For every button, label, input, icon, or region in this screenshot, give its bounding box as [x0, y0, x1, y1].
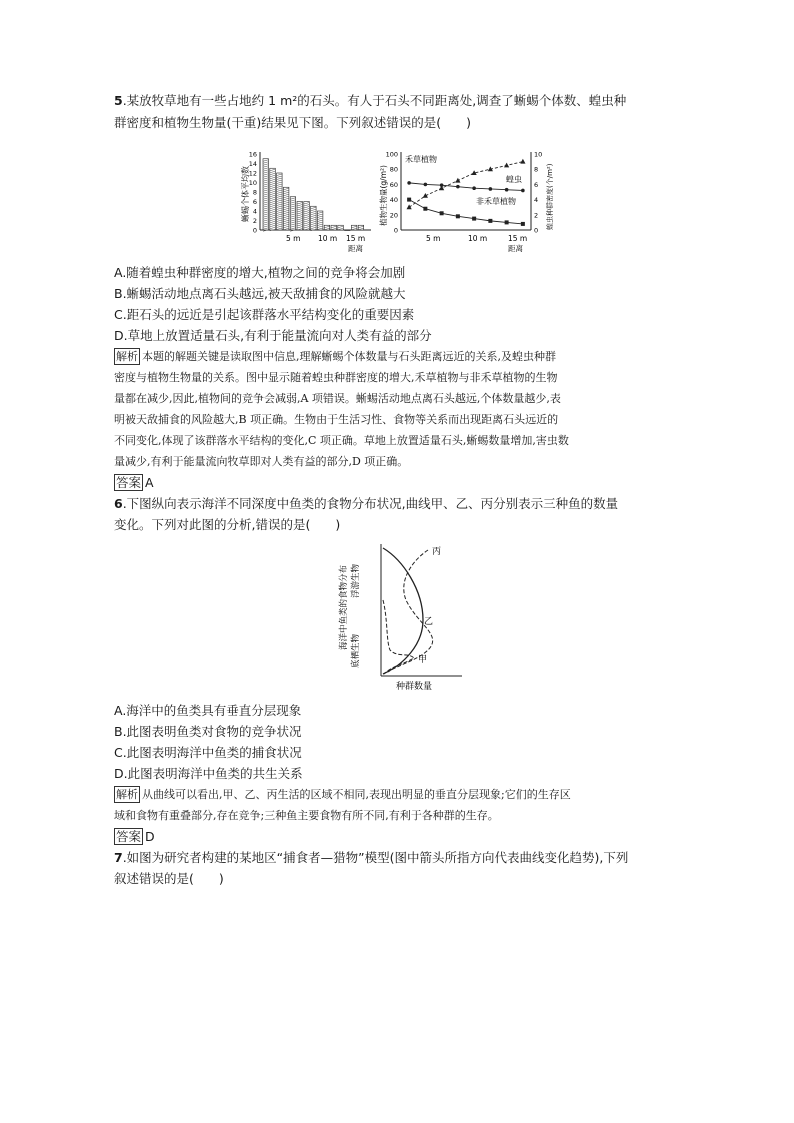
q5-label-nongrass: 非禾草植物: [476, 197, 516, 206]
q5-left-ytick: 8: [252, 188, 257, 197]
q5-left-ytick: 0: [252, 226, 257, 235]
q5-analysis-line2: 密度与植物生物量的关系。图中显示随着蝗虫种群密度的增大,禾草植物与非禾草植物的生物: [114, 371, 558, 384]
q5-left-ytick: 16: [248, 150, 257, 159]
q6-answer-value: D: [145, 829, 155, 844]
q5-left-ytick: 2: [252, 217, 257, 225]
q7-stem-line1: [114, 849, 628, 867]
q5-option-b: B.蜥蜴活动地点离石头越远,被天敌捕食的风险就越大: [114, 286, 406, 301]
q5-analysis-text1: 本题的解题关键是读取图中信息,理解蜥蜴个体数量与石头距离远近的关系,及蝗虫种群: [142, 350, 556, 363]
q5-series-point: [472, 217, 476, 221]
q5-number: 5: [114, 93, 123, 108]
q5-analysis-line5: 不同变化,体现了该群落水平结构的变化,C 项正确。草地上放置适量石头,蜥蜴数量增加,害虫数: [114, 434, 569, 447]
q5-right-ytick: 20: [389, 211, 398, 220]
q6-analysis-line1: [114, 786, 571, 804]
q5-right-y2tick: 2: [534, 211, 539, 220]
q6-figure: [328, 540, 468, 695]
q5-series-point: [521, 222, 525, 226]
q5-left-ytick: 10: [248, 179, 257, 187]
q5-series-point: [456, 185, 460, 189]
q6-curve-jia: [383, 600, 414, 674]
q5-right-y2label: 蝗虫种群密度(个/m²): [546, 163, 554, 230]
q5-right-ytick: 40: [389, 196, 398, 205]
q5-series-point: [472, 186, 476, 190]
q5-series-point: [456, 214, 460, 218]
q5-stem-line2: 群密度和植物生物量(干重)结果见下图。下列叙述错误的是( ): [114, 115, 472, 130]
q6-ylabel-plankton: 浮游生物: [351, 563, 361, 598]
q5-series-point: [505, 188, 509, 192]
q7-stem-line2: 叙述错误的是( ): [114, 871, 224, 886]
q5-analysis-label: 解析: [116, 350, 138, 363]
q6-option-c: C.此图表明海洋中鱼类的捕食状况: [114, 745, 302, 760]
q5-option-a: A.随着蝗虫种群密度的增大,植物之间的竞争将会加剧: [114, 265, 406, 280]
q5-right-xtick-5: 5 m: [426, 234, 441, 243]
q5-series-point: [424, 183, 428, 187]
q6-answer-label: 答案: [116, 829, 142, 844]
q7-stem-text1: .如图为研究者构建的某地区“捕食者—猎物”模型(图中箭头所指方向代表曲线变化趋势),下列: [122, 850, 629, 865]
q6-ylabel-bottom: 底栖生物: [351, 633, 361, 668]
q5-label-locust: 蝗虫: [506, 175, 522, 184]
q5-right-ylabel: 植物生物量(g/m²): [379, 165, 388, 226]
q6-ylabel-top: 海洋中鱼类的食物分布: [339, 564, 349, 650]
q5-left-bar: [345, 230, 351, 231]
q6-analysis-label: 解析: [116, 788, 138, 801]
q5-stem-text1: .某放牧草地有一些占地约 1 m²的石头。有人于石头不同距离处,调查了蜥蜴个体数、蝗虫种: [122, 93, 627, 108]
q5-series-point: [521, 189, 525, 193]
q5-series-point: [520, 159, 525, 164]
q5-left-chart: [240, 151, 371, 254]
q5-right-ytick: 80: [389, 165, 398, 174]
q6-option-b: B.此图表明鱼类对食物的竞争状况: [114, 724, 302, 739]
q6-option-d: D.此图表明海洋中鱼类的共生关系: [114, 766, 303, 781]
q5-right-ytick: 0: [393, 226, 398, 235]
q5-right-y2tick: 6: [534, 180, 539, 189]
q5-analysis-line4: 明被天敌捕食的风险越大,B 项正确。生物由于生活习性、食物等关系而出现距离石头远近的: [114, 413, 559, 426]
q6-xlabel: 种群数量: [396, 682, 433, 692]
q5-figure: [236, 142, 556, 254]
q5-stem-line1: [114, 92, 626, 110]
q5-series-point: [407, 181, 411, 185]
q6-answer: [114, 828, 155, 846]
q5-left-ytick: 12: [248, 169, 257, 178]
q6-label-bing: 丙: [432, 547, 442, 557]
q6-label-yi: 乙: [424, 617, 434, 627]
q5-right-ytick: 100: [385, 150, 398, 159]
q5-label-grass: 禾草植物: [405, 155, 437, 164]
q6-label-jia: 甲: [418, 655, 428, 665]
q5-right-chart: [378, 151, 554, 254]
q6-stem-line1: [114, 495, 618, 513]
q5-series-point: [407, 204, 412, 209]
q5-right-xtick-10: 10 m: [468, 234, 488, 243]
q5-right-xtick-15: 15 m: [508, 234, 528, 243]
q5-option-d: D.草地上放置适量石头,有利于能量流向对人类有益的部分: [114, 328, 432, 343]
q5-right-ytick: 60: [389, 180, 398, 189]
q5-series-point: [488, 219, 492, 223]
q5-right-y2tick: 10: [534, 150, 543, 159]
q5-series-point: [439, 185, 444, 190]
q5-series-point: [505, 220, 509, 224]
q6-number: 6: [114, 496, 123, 511]
q5-answer: [114, 474, 154, 492]
q5-left-xtick-10: 10 m: [318, 234, 338, 243]
q6-analysis-line2: 域和食物有重叠部分,存在竞争;三种鱼主要食物有所不同,有利于各种群的生存。: [114, 809, 499, 822]
q5-left-xlabel: 距离: [348, 244, 363, 253]
q5-left-xtick-5: 5 m: [286, 234, 301, 243]
q5-right-xlabel: 距离: [508, 244, 523, 253]
q5-series-point: [504, 163, 509, 168]
q6-curve-yi: [383, 548, 423, 674]
q5-right-y2tick: 8: [534, 165, 539, 174]
q5-left-ytick: 4: [252, 207, 257, 216]
q5-analysis-line1: [114, 348, 556, 366]
q5-answer-value: A: [145, 475, 154, 490]
q7-number: 7: [114, 850, 123, 865]
q5-right-y2tick: 0: [534, 226, 539, 235]
q5-answer-label: 答案: [116, 475, 142, 490]
q6-stem-line2: 变化。下列对此图的分析,错误的是( ): [114, 517, 341, 532]
q5-series-point: [489, 187, 493, 191]
q5-left-ylabel: 蜥蜴个体平均数: [241, 166, 250, 222]
q5-left-ytick: 6: [252, 198, 257, 206]
q6-stem-text1: .下图纵向表示海洋不同深度中鱼类的食物分布状况,曲线甲、乙、丙分别表示三种鱼的数量: [122, 496, 619, 511]
q5-analysis-line3: 量都在减少,因此,植物间的竞争会减弱,A 项错误。蜥蜴活动地点离石头越远,个体数量越少,表: [114, 392, 561, 405]
q5-option-c: C.距石头的远近是引起该群落水平结构变化的重要因素: [114, 307, 415, 322]
q5-series-point: [440, 211, 444, 215]
q5-series-point: [423, 207, 427, 211]
q5-series-point: [407, 198, 411, 202]
q5-left-ytick: 14: [248, 160, 257, 168]
q6-analysis-text1: 从曲线可以看出,甲、乙、丙生活的区域不相同,表现出明显的垂直分层现象;它们的生存区: [142, 788, 571, 801]
q5-analysis-line6: 量减少,有利于能量流向牧草即对人类有益的部分,D 项正确。: [114, 455, 409, 468]
q5-left-xtick-15: 15 m: [346, 234, 366, 243]
q6-option-a: A.海洋中的鱼类具有垂直分层现象: [114, 703, 302, 718]
q5-right-y2tick: 4: [534, 196, 539, 205]
